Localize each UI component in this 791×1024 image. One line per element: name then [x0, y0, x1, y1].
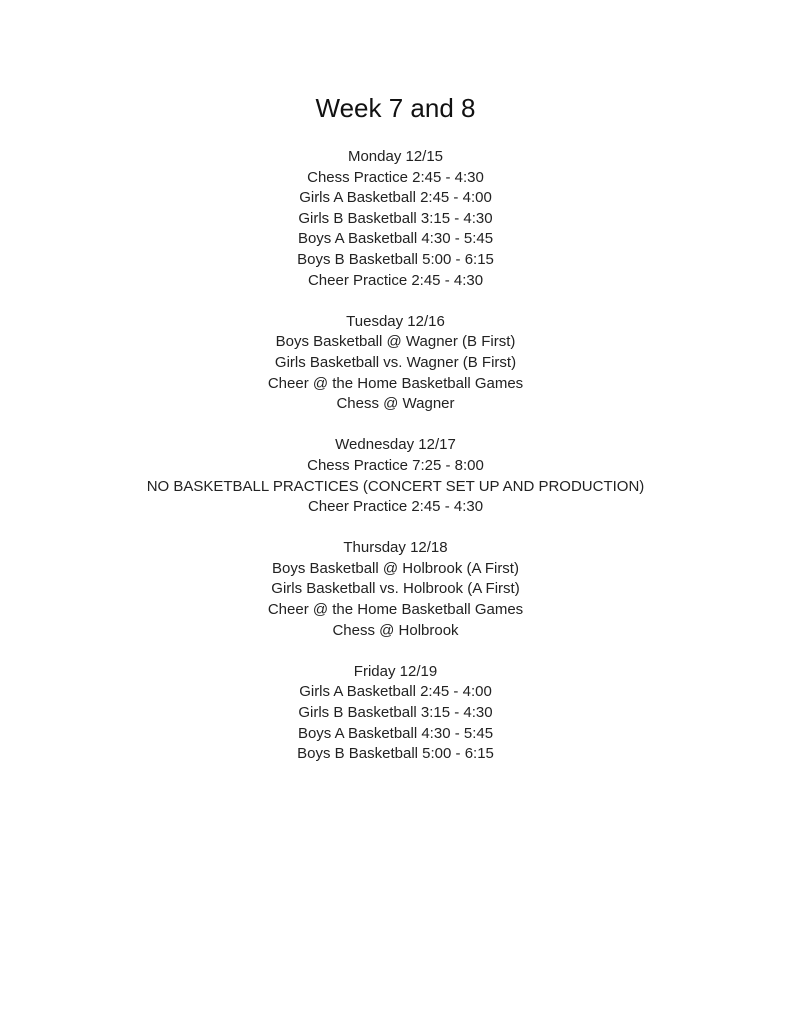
schedule-item: Cheer Practice 2:45 - 4:30 — [307, 498, 484, 516]
day-section-wednesday — [0, 435, 791, 517]
day-section-friday — [0, 662, 791, 765]
day-heading: Monday 12/15 — [347, 148, 444, 165]
schedule-item: Girls Basketball vs. Holbrook (A First) — [271, 580, 520, 598]
day-section-thursday — [0, 538, 791, 641]
schedule-item: Cheer Practice 2:45 - 4:30 — [307, 271, 484, 289]
schedule-item: Girls B Basketball 3:15 - 4:30 — [298, 704, 493, 722]
schedule-item: Boys A Basketball 4:30 - 5:45 — [297, 230, 494, 248]
page-title: Week 7 and 8 — [315, 93, 476, 123]
schedule-item: Boys B Basketball 5:00 - 6:15 — [297, 250, 494, 268]
schedule — [0, 147, 791, 785]
schedule-item: NO BASKETBALL PRACTICES (CONCERT SET UP AND PRODUCTION) — [146, 477, 645, 495]
schedule-item: Cheer @ the Home Basketball Games — [267, 601, 524, 619]
schedule-item: Chess @ Holbrook — [332, 621, 459, 639]
day-heading: Thursday 12/18 — [343, 539, 448, 557]
schedule-item: Cheer @ the Home Basketball Games — [267, 374, 524, 392]
day-section-monday — [0, 147, 791, 291]
schedule-item: Boys Basketball @ Wagner (B First) — [275, 333, 516, 351]
schedule-item: Girls B Basketball 3:15 - 4:30 — [298, 209, 493, 227]
schedule-item: Girls A Basketball 2:45 - 4:00 — [299, 189, 492, 207]
schedule-item: Chess Practice 7:25 - 8:00 — [307, 456, 484, 474]
schedule-item: Boys Basketball @ Holbrook (A First) — [272, 559, 519, 577]
schedule-item: Boys A Basketball 4:30 - 5:45 — [297, 724, 494, 742]
schedule-item: Boys B Basketball 5:00 - 6:15 — [297, 745, 494, 763]
schedule-item: Girls A Basketball 2:45 - 4:00 — [299, 683, 492, 701]
schedule-item: Chess Practice 2:45 - 4:30 — [307, 168, 484, 186]
day-heading: Wednesday 12/17 — [335, 436, 456, 454]
schedule-item: Girls Basketball vs. Wagner (B First) — [274, 353, 517, 371]
day-heading: Tuesday 12/16 — [346, 312, 445, 330]
schedule-item: Chess @ Wagner — [336, 395, 455, 413]
day-section-tuesday — [0, 312, 791, 415]
day-heading: Friday 12/19 — [353, 662, 438, 680]
